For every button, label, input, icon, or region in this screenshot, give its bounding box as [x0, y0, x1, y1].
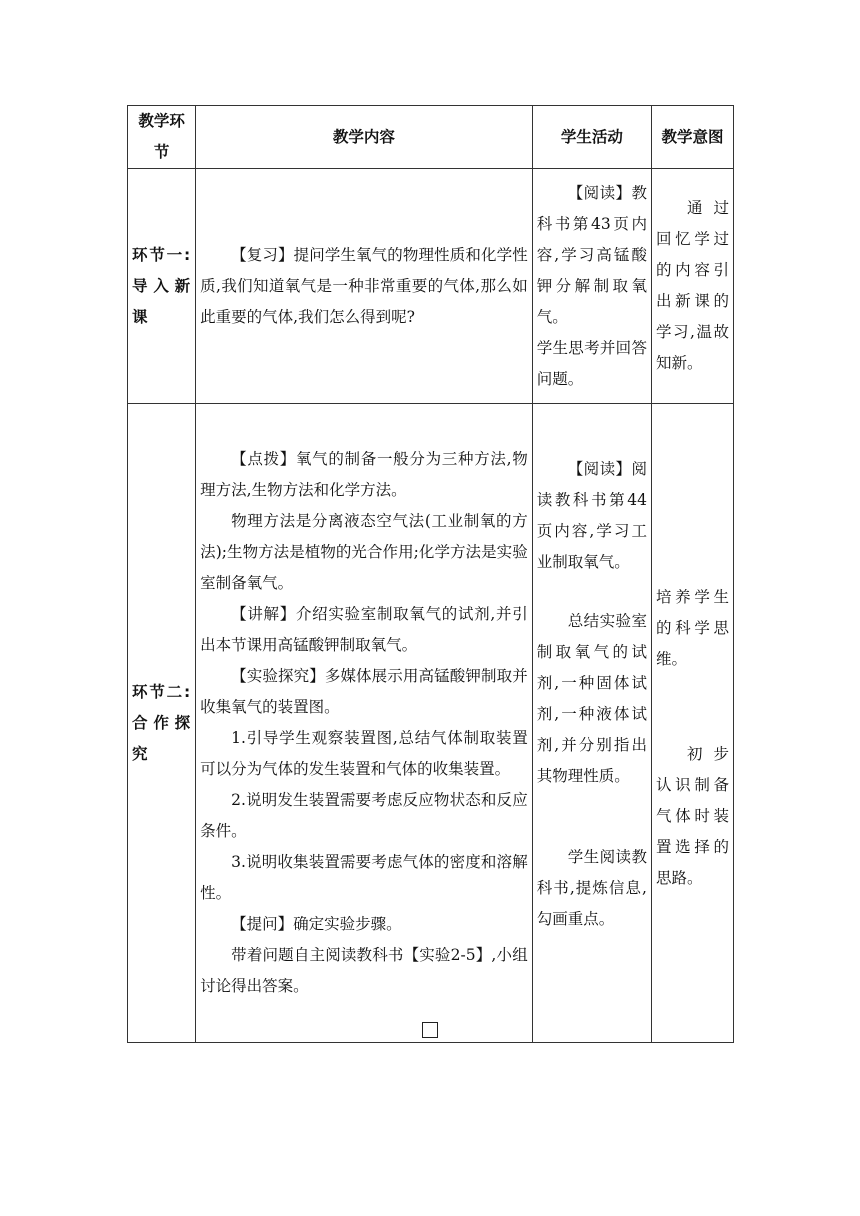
- stage-cell: 环节二:合作探究: [128, 404, 196, 1043]
- content-paragraph: 物理方法是分离液态空气法(工业制氧的方法);生物方法是植物的光合作用;化学方法是实验室制备氧气。: [200, 512, 528, 592]
- stage-cell: 环节一:导入新课: [128, 169, 196, 404]
- intent-cell: [651, 169, 733, 404]
- lesson-plan-table: [127, 105, 734, 1043]
- activity-paragraph: 【阅读】阅读教科书第44页内容,学习工业制取氧气。: [536, 460, 647, 571]
- intent-paragraph: 培养学生的科学思维。: [655, 588, 729, 668]
- spacer: [537, 792, 647, 842]
- content-cell: [196, 404, 533, 1043]
- empty-box-marker: [422, 1022, 438, 1038]
- activity-cell: [532, 404, 651, 1043]
- intent-cell: [651, 404, 733, 1043]
- activity-paragraph: 总结实验室制取氧气的试剂,一种固体试剂,一种液体试剂,并分别指出其物理性质。: [536, 612, 647, 785]
- content-paragraph: 【讲解】介绍实验室制取氧气的试剂,并引出本节课用高锰酸钾制取氧气。: [200, 605, 528, 654]
- intent-paragraph: 初步认识制备气体时装置选择的思路。: [655, 745, 729, 887]
- content-cell: [196, 169, 533, 404]
- activity-paragraph: 学生思考并回答问题。: [536, 338, 647, 388]
- activity-paragraph: 【阅读】教科书第43页内容,学习高锰酸钾分解制取氧气。: [536, 183, 647, 326]
- content-paragraph: 2.说明发生装置需要考虑反应物状态和反应条件。: [200, 791, 528, 840]
- table-row: [128, 169, 734, 404]
- activity-paragraph: 学生阅读教科书,提炼信息,勾画重点。: [536, 848, 647, 928]
- content-paragraph: 【提问】确定实验步骤。: [231, 915, 402, 933]
- content-paragraph: 带着问题自主阅读教科书【实验2-5】,小组讨论得出答案。: [200, 946, 528, 995]
- content-paragraph: 1.引导学生观察装置图,总结气体制取装置可以分为气体的发生装置和气体的收集装置。: [200, 729, 528, 778]
- header-intent: 教学意图: [651, 106, 733, 169]
- header-row: [128, 106, 734, 169]
- content-paragraph: 【实验探究】多媒体展示用高锰酸钾制取并收集氧气的装置图。: [200, 667, 528, 716]
- spacer: [656, 675, 729, 739]
- spacer: [537, 404, 647, 454]
- spacer: [656, 404, 729, 582]
- header-stage: 教学环节: [128, 106, 196, 169]
- content-paragraph: 【点拨】氧气的制备一般分为三种方法,物理方法,生物方法和化学方法。: [200, 450, 528, 499]
- intent-paragraph: 通过回忆学过的内容引出新课的学习,温故知新。: [655, 199, 729, 372]
- content-paragraph: 3.说明收集装置需要考虑气体的密度和溶解性。: [200, 853, 528, 902]
- content-paragraph: 【复习】提问学生氧气的物理性质和化学性质,我们知道氧气是一种非常重要的气体,那么如此重要的气体,我们怎么得到呢?: [200, 245, 528, 326]
- table-row: [128, 404, 734, 1043]
- spacer: [537, 578, 647, 606]
- header-content: 教学内容: [196, 106, 533, 169]
- activity-cell: [532, 169, 651, 404]
- header-activity: 学生活动: [532, 106, 651, 169]
